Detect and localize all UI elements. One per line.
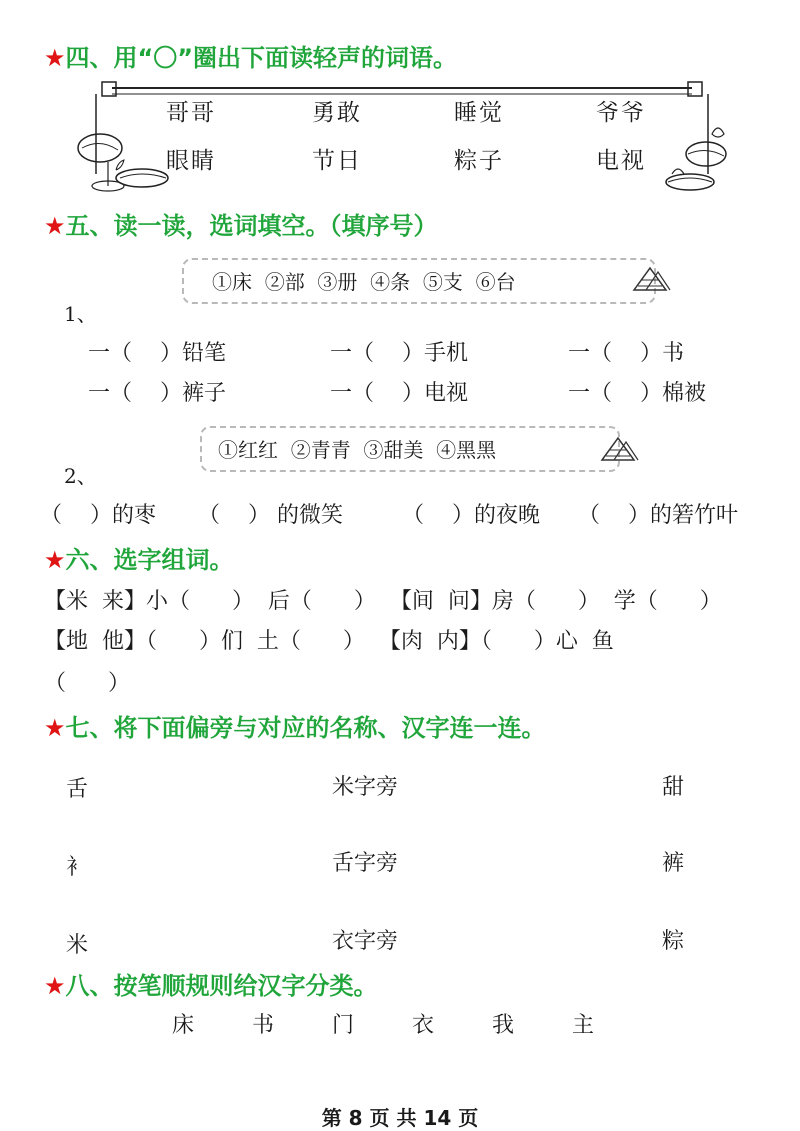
word-item[interactable]: 睡觉 <box>454 100 504 126</box>
page-number: 第 8 页 共 14 页 <box>321 1106 479 1130</box>
char-item[interactable]: 书 <box>252 1013 275 1038</box>
char-item[interactable]: 衣 <box>412 1013 435 1038</box>
word-item[interactable]: 粽子 <box>454 148 504 174</box>
match-middle-item[interactable]: 米字旁 <box>332 775 399 800</box>
word-item[interactable]: 节日 <box>312 148 362 174</box>
match-left-item[interactable]: 米 <box>66 933 89 958</box>
fill-blank-item[interactable]: 一（ ）棉被 <box>568 381 706 406</box>
word-item[interactable]: 哥哥 <box>166 100 216 126</box>
char-item[interactable]: 床 <box>172 1013 195 1038</box>
match-middle-item[interactable]: 舌字旁 <box>332 851 399 876</box>
fill-blank-item[interactable]: 一（ ）铅笔 <box>88 341 226 366</box>
star-icon: ★ <box>44 714 66 742</box>
section-5-title: ★五、读一读，选词填空。（填序号） <box>44 212 438 240</box>
match-right-item[interactable]: 粽 <box>662 929 685 954</box>
fill-blank-item[interactable]: 一（ ）手机 <box>330 341 468 366</box>
fill-blank-item[interactable]: （ ）的箬竹叶 <box>578 503 738 528</box>
char-item[interactable]: 我 <box>492 1013 515 1038</box>
star-icon: ★ <box>44 972 66 1000</box>
word-item[interactable]: 眼睛 <box>166 148 216 174</box>
word-group-line-3[interactable]: （ ） <box>44 671 130 696</box>
section-4-title: ★四、用“〇”圈出下面读轻声的词语。 <box>44 44 458 72</box>
section-8-title: ★八、按笔顺规则给汉字分类。 <box>44 972 378 1000</box>
zongzi-icon <box>628 260 674 300</box>
star-icon: ★ <box>44 212 66 240</box>
section-7-title: ★七、将下面偏旁与对应的名称、汉字连一连。 <box>44 714 546 742</box>
fill-blank-item[interactable]: （ ）的枣 <box>40 503 156 528</box>
match-right-item[interactable]: 甜 <box>662 775 685 800</box>
word-item[interactable]: 电视 <box>596 148 646 174</box>
question-2-label: 2、 <box>64 464 97 488</box>
word-item[interactable]: 爷爷 <box>596 100 646 126</box>
match-left-item[interactable]: 舌 <box>66 777 89 802</box>
match-middle-item[interactable]: 衣字旁 <box>332 929 399 954</box>
match-left-item[interactable]: 衤 <box>66 855 89 880</box>
options-text-1: ①床 ②部 ③册 ④条 ⑤支 ⑥台 <box>212 270 516 294</box>
char-item[interactable]: 主 <box>572 1013 595 1038</box>
star-icon: ★ <box>44 44 66 72</box>
word-group-line-2[interactable]: 【地 他】（ ）们 土（ ） 【肉 内】（ ）心 鱼 <box>44 629 614 654</box>
fill-blank-item[interactable]: （ ）的夜晚 <box>402 503 540 528</box>
char-item[interactable]: 门 <box>332 1013 355 1038</box>
fill-blank-item[interactable]: （ ） 的微笑 <box>198 503 343 528</box>
options-text-2: ①红红 ②青青 ③甜美 ④黑黑 <box>218 438 497 462</box>
section-6-title: ★六、选字组词。 <box>44 546 234 574</box>
fill-blank-item[interactable]: 一（ ）书 <box>568 341 684 366</box>
match-right-item[interactable]: 裤 <box>662 851 685 876</box>
word-group-line-1[interactable]: 【米 来】小（ ） 后（ ） 【间 问】房（ ） 学（ ） <box>44 589 722 614</box>
fill-blank-item[interactable]: 一（ ）裤子 <box>88 381 226 406</box>
zongzi-icon <box>596 430 642 470</box>
fill-blank-item[interactable]: 一（ ）电视 <box>330 381 468 406</box>
star-icon: ★ <box>44 546 66 574</box>
word-item[interactable]: 勇敢 <box>312 100 362 126</box>
question-1-label: 1、 <box>64 302 97 326</box>
